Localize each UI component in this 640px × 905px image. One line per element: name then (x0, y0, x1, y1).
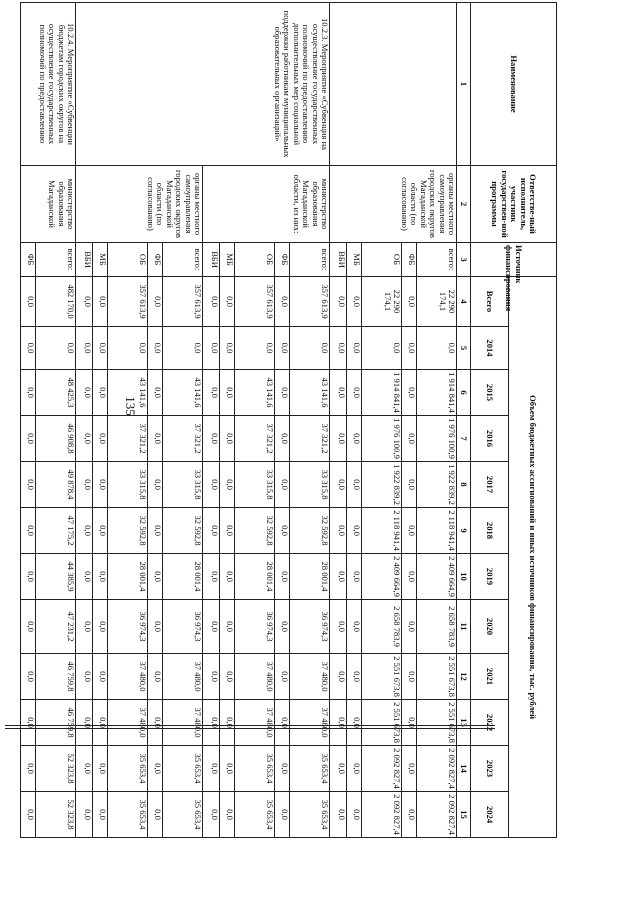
year-value: 1 976 100,9 (362, 416, 402, 462)
year-value: 0,0 (21, 508, 36, 554)
year-value: 0,0 (21, 792, 36, 838)
column-index: 11 (457, 600, 471, 654)
funding-source: ОБ (235, 243, 275, 277)
column-index: 8 (457, 462, 471, 508)
year-value: 0,0 (402, 416, 417, 462)
column-index: 6 (457, 370, 471, 416)
year-value: 0,0 (203, 554, 220, 600)
year-value: 33 315,8 (290, 462, 330, 508)
funding-source: ФБ (148, 243, 163, 277)
year-value: 0,0 (76, 508, 93, 554)
total-value: 357 613,9 (108, 277, 148, 327)
year-value: 0,0 (290, 327, 330, 370)
year-value: 0,0 (21, 600, 36, 654)
funding-source: МБ (220, 243, 235, 277)
total-value: 0,0 (93, 277, 108, 327)
year-value: 0,0 (235, 327, 275, 370)
total-value: 0,0 (148, 277, 163, 327)
year-value: 0,0 (330, 370, 347, 416)
year-value: 0,0 (93, 327, 108, 370)
year-value: 0,0 (220, 370, 235, 416)
year-value: 0,0 (362, 327, 402, 370)
year-value: 37 321,2 (108, 416, 148, 462)
year-value: 0,0 (275, 508, 290, 554)
year-value: 0,0 (163, 327, 203, 370)
year-value: 33 315,8 (235, 462, 275, 508)
year-value: 0,0 (21, 700, 36, 746)
year-value: 0,0 (93, 416, 108, 462)
year-value: 0,0 (275, 700, 290, 746)
year-value: 0,0 (21, 370, 36, 416)
funding-source: всего: (417, 243, 457, 277)
header-year: 2021 (471, 654, 509, 700)
year-value: 37 480,0 (290, 654, 330, 700)
year-value: 33 315,8 (163, 462, 203, 508)
year-value: 0,0 (347, 370, 362, 416)
year-value: 35 653,4 (108, 792, 148, 838)
year-value: 0,0 (148, 416, 163, 462)
year-value: 36 974,3 (163, 600, 203, 654)
year-value: 0,0 (36, 327, 76, 370)
funding-source: ВБИ (76, 243, 93, 277)
year-value: 35 653,4 (235, 746, 275, 792)
funding-source: ОБ (362, 243, 402, 277)
year-value: 37 480,0 (163, 700, 203, 746)
year-value: 0,0 (330, 792, 347, 838)
column-index: 7 (457, 416, 471, 462)
year-value: 2 658 783,9 (362, 600, 402, 654)
year-value: 47 231,2 (36, 600, 76, 654)
year-value: 48 425,3 (36, 370, 76, 416)
year-value: 0,0 (347, 792, 362, 838)
year-value: 0,0 (203, 370, 220, 416)
year-value: 0,0 (203, 462, 220, 508)
header-executor: Ответстве-ный исполнитель, участник государствен-ной программы (471, 166, 557, 243)
year-value: 43 141,6 (163, 370, 203, 416)
year-value: 1 976 100,9 (417, 416, 457, 462)
year-value: 0,0 (347, 654, 362, 700)
activity-name (330, 3, 457, 166)
year-value: 0,0 (21, 462, 36, 508)
year-value: 46 759,8 (36, 700, 76, 746)
year-value: 0,0 (148, 462, 163, 508)
header-name: Наименование (471, 3, 557, 166)
header-year: 2015 (471, 370, 509, 416)
year-value: 36 974,3 (290, 600, 330, 654)
year-value: 0,0 (21, 554, 36, 600)
year-value: 0,0 (220, 327, 235, 370)
column-index: 2 (457, 166, 471, 243)
year-value: 0,0 (402, 746, 417, 792)
year-value: 2 409 664,9 (417, 554, 457, 600)
year-value: 0,0 (402, 462, 417, 508)
column-index: 10 (457, 554, 471, 600)
year-value: 0,0 (93, 746, 108, 792)
budget-table (20, 2, 557, 899)
year-value: 0,0 (330, 416, 347, 462)
year-value: 2 551 673,8 (417, 654, 457, 700)
header-year: 2024 (471, 792, 509, 838)
year-value: 0,0 (330, 700, 347, 746)
year-value: 0,0 (347, 746, 362, 792)
year-value: 0,0 (76, 554, 93, 600)
year-value: 2 551 673,8 (362, 700, 402, 746)
year-value: 0,0 (220, 462, 235, 508)
year-value: 32 592,8 (163, 508, 203, 554)
year-value: 0,0 (76, 416, 93, 462)
total-value: 357 613,9 (235, 277, 275, 327)
year-value: 0,0 (330, 746, 347, 792)
column-index: 5 (457, 327, 471, 370)
table-row (36, 3, 76, 899)
year-value: 0,0 (275, 654, 290, 700)
year-value: 0,0 (330, 554, 347, 600)
year-value: 37 480,0 (235, 700, 275, 746)
total-value: 0,0 (402, 277, 417, 327)
header-volume: Объем бюджетных ассигнований и иных источников финансирования, тыс. рублей (509, 277, 557, 838)
year-value: 35 653,4 (108, 746, 148, 792)
year-value: 0,0 (148, 746, 163, 792)
total-value: 482 170,0 (36, 277, 76, 327)
year-value: 0,0 (21, 416, 36, 462)
column-index: 14 (457, 746, 471, 792)
year-value: 2 092 827,4 (362, 746, 402, 792)
year-value: 0,0 (148, 554, 163, 600)
header-total: Всего (471, 277, 509, 327)
year-value: 0,0 (220, 654, 235, 700)
total-value: 0,0 (203, 277, 220, 327)
funding-source: ВБИ (330, 243, 347, 277)
header-year: 2022 (471, 700, 509, 746)
year-value: 47 175,2 (36, 508, 76, 554)
page-number: 135 (123, 396, 138, 416)
year-value: 0,0 (220, 746, 235, 792)
year-value: 0,0 (275, 792, 290, 838)
year-value: 0,0 (275, 370, 290, 416)
year-value: 0,0 (148, 700, 163, 746)
executor-name: органы местного самоуправления городских округов Магаданской области (по согласованию) (76, 166, 203, 243)
year-value: 0,0 (417, 327, 457, 370)
year-value: 0,0 (402, 327, 417, 370)
footer-rule (5, 728, 495, 729)
funding-source: ФБ (275, 243, 290, 277)
year-value: 28 001,4 (108, 554, 148, 600)
total-value: 0,0 (347, 277, 362, 327)
year-value: 0,0 (275, 416, 290, 462)
year-value: 0,0 (76, 792, 93, 838)
year-value: 0,0 (275, 462, 290, 508)
year-value: 0,0 (76, 370, 93, 416)
executor-name: органы местного самоуправления городских округов Магаданской области (по согласованию) (330, 166, 457, 243)
year-value: 0,0 (330, 654, 347, 700)
total-value: 0,0 (76, 277, 93, 327)
funding-source: ВБИ (203, 243, 220, 277)
total-value: 0,0 (275, 277, 290, 327)
year-value: 0,0 (203, 508, 220, 554)
activity-name: 10.2.4. Мероприятие «Субвенции бюджетам городских округов на осуществление государственных полномочий по предоставлению (21, 3, 76, 166)
executor-name: министерство образования Магаданской области, из них: (203, 166, 330, 243)
year-value: 0,0 (93, 462, 108, 508)
funding-source: всего: (290, 243, 330, 277)
year-value: 37 321,2 (163, 416, 203, 462)
year-value: 0,0 (93, 654, 108, 700)
table-row (290, 3, 330, 899)
header-year: 2018 (471, 508, 509, 554)
year-value: 1 914 841,4 (362, 370, 402, 416)
year-value: 0,0 (93, 600, 108, 654)
year-value: 0,0 (275, 600, 290, 654)
funding-source: ФБ (21, 243, 36, 277)
year-value: 0,0 (347, 700, 362, 746)
year-value: 2 092 827,4 (417, 792, 457, 838)
year-value: 35 653,4 (235, 792, 275, 838)
activity-name: 10.2.3. Мероприятие «Субвенция на осуществление государственных полномочий по предоставлению дополнительных мер социальной поддержки работникам муниципальных образовательных организаций» (76, 3, 330, 166)
year-value: 32 592,8 (235, 508, 275, 554)
year-value: 2 551 673,8 (417, 700, 457, 746)
year-value: 0,0 (330, 462, 347, 508)
header-year: 2017 (471, 462, 509, 508)
year-value: 36 974,3 (108, 600, 148, 654)
header-year: 2019 (471, 554, 509, 600)
year-value: 0,0 (148, 327, 163, 370)
year-value: 0,0 (76, 462, 93, 508)
year-value: 0,0 (203, 700, 220, 746)
year-value: 49 878,4 (36, 462, 76, 508)
year-value: 0,0 (148, 792, 163, 838)
year-value: 0,0 (275, 327, 290, 370)
year-value: 0,0 (93, 370, 108, 416)
year-value: 37 321,2 (235, 416, 275, 462)
year-value: 0,0 (275, 554, 290, 600)
year-value: 35 653,4 (163, 792, 203, 838)
year-value: 52 323,8 (36, 746, 76, 792)
total-value: 0,0 (220, 277, 235, 327)
year-value: 0,0 (402, 508, 417, 554)
column-index: 1 (457, 3, 471, 166)
year-value: 44 385,9 (36, 554, 76, 600)
year-value: 0,0 (203, 746, 220, 792)
total-value: 22 290 174,1 (362, 277, 402, 327)
year-value: 0,0 (21, 327, 36, 370)
column-index: 15 (457, 792, 471, 838)
year-value: 0,0 (93, 792, 108, 838)
total-value: 0,0 (330, 277, 347, 327)
header-year: 2014 (471, 327, 509, 370)
year-value: 2 658 783,9 (417, 600, 457, 654)
year-value: 1 914 841,4 (417, 370, 457, 416)
year-value: 37 480,0 (290, 700, 330, 746)
year-value: 2 118 941,4 (362, 508, 402, 554)
year-value: 43 141,6 (108, 370, 148, 416)
year-value: 0,0 (203, 600, 220, 654)
year-value: 0,0 (21, 746, 36, 792)
year-value: 2 409 664,9 (362, 554, 402, 600)
year-value: 2 092 827,4 (417, 746, 457, 792)
column-index: 4 (457, 277, 471, 327)
footer-rule (5, 725, 495, 726)
year-value: 32 592,8 (290, 508, 330, 554)
year-value: 28 001,4 (235, 554, 275, 600)
funding-source: МБ (93, 243, 108, 277)
year-value: 0,0 (76, 654, 93, 700)
year-value: 1 922 839,2 (362, 462, 402, 508)
year-value: 0,0 (21, 654, 36, 700)
year-value: 0,0 (148, 600, 163, 654)
year-value: 37 480,0 (108, 654, 148, 700)
year-value: 0,0 (347, 508, 362, 554)
year-value: 2 551 673,8 (362, 654, 402, 700)
year-value: 0,0 (402, 700, 417, 746)
year-value: 0,0 (220, 508, 235, 554)
year-value: 33 315,8 (108, 462, 148, 508)
column-index: 3 (457, 243, 471, 277)
year-value: 0,0 (76, 327, 93, 370)
year-value: 0,0 (203, 792, 220, 838)
year-value: 37 321,2 (290, 416, 330, 462)
year-value: 0,0 (347, 327, 362, 370)
header-year: 2016 (471, 416, 509, 462)
year-value: 0,0 (108, 327, 148, 370)
total-value: 357 613,9 (290, 277, 330, 327)
year-value: 35 653,4 (290, 792, 330, 838)
funding-source: МБ (347, 243, 362, 277)
year-value: 43 141,6 (290, 370, 330, 416)
funding-source: всего: (36, 243, 76, 277)
year-value: 0,0 (93, 554, 108, 600)
year-value: 0,0 (220, 700, 235, 746)
year-value: 37 480,0 (108, 700, 148, 746)
year-value: 46 759,8 (36, 654, 76, 700)
year-value: 0,0 (203, 654, 220, 700)
year-value: 46 908,8 (36, 416, 76, 462)
year-value: 0,0 (402, 370, 417, 416)
year-value: 2 118 941,4 (417, 508, 457, 554)
year-value: 0,0 (402, 654, 417, 700)
year-value: 0,0 (220, 416, 235, 462)
year-value: 37 480,0 (163, 654, 203, 700)
year-value: 0,0 (148, 508, 163, 554)
total-value: 0,0 (21, 277, 36, 327)
year-value: 0,0 (220, 554, 235, 600)
year-value: 0,0 (220, 600, 235, 654)
table-row (417, 3, 457, 899)
executor-name: министерство образования Магаданской (21, 166, 76, 243)
year-value: 37 480,0 (235, 654, 275, 700)
total-value: 357 613,9 (163, 277, 203, 327)
year-value: 0,0 (330, 327, 347, 370)
total-value: 22 290 174,1 (417, 277, 457, 327)
year-value: 2 092 827,4 (362, 792, 402, 838)
year-value: 0,0 (275, 746, 290, 792)
year-value: 0,0 (76, 746, 93, 792)
column-index: 13 (457, 700, 471, 746)
year-value: 28 001,4 (163, 554, 203, 600)
year-value: 52 323,8 (36, 792, 76, 838)
year-value: 0,0 (402, 792, 417, 838)
year-value: 0,0 (220, 792, 235, 838)
year-value: 0,0 (93, 508, 108, 554)
year-value: 0,0 (347, 554, 362, 600)
year-value: 0,0 (148, 654, 163, 700)
year-value: 36 974,3 (235, 600, 275, 654)
year-value: 0,0 (203, 327, 220, 370)
year-value: 43 141,6 (235, 370, 275, 416)
header-source: Источник финансирования (471, 243, 557, 277)
year-value: 0,0 (203, 416, 220, 462)
year-value: 1 922 839,2 (417, 462, 457, 508)
funding-source: ФБ (402, 243, 417, 277)
funding-source: всего: (163, 243, 203, 277)
column-index: 12 (457, 654, 471, 700)
year-value: 0,0 (402, 600, 417, 654)
funding-source: ОБ (108, 243, 148, 277)
year-value: 0,0 (347, 462, 362, 508)
year-value: 28 001,4 (290, 554, 330, 600)
column-index: 9 (457, 508, 471, 554)
year-value: 0,0 (148, 370, 163, 416)
year-value: 0,0 (347, 600, 362, 654)
year-value: 0,0 (402, 554, 417, 600)
year-value: 0,0 (76, 600, 93, 654)
year-value: 35 653,4 (290, 746, 330, 792)
year-value: 0,0 (330, 508, 347, 554)
year-value: 0,0 (330, 600, 347, 654)
year-value: 0,0 (76, 700, 93, 746)
header-year: 2023 (471, 746, 509, 792)
year-value: 32 592,8 (108, 508, 148, 554)
year-value: 0,0 (93, 700, 108, 746)
year-value: 0,0 (347, 416, 362, 462)
year-value: 35 653,4 (163, 746, 203, 792)
header-year: 2020 (471, 600, 509, 654)
